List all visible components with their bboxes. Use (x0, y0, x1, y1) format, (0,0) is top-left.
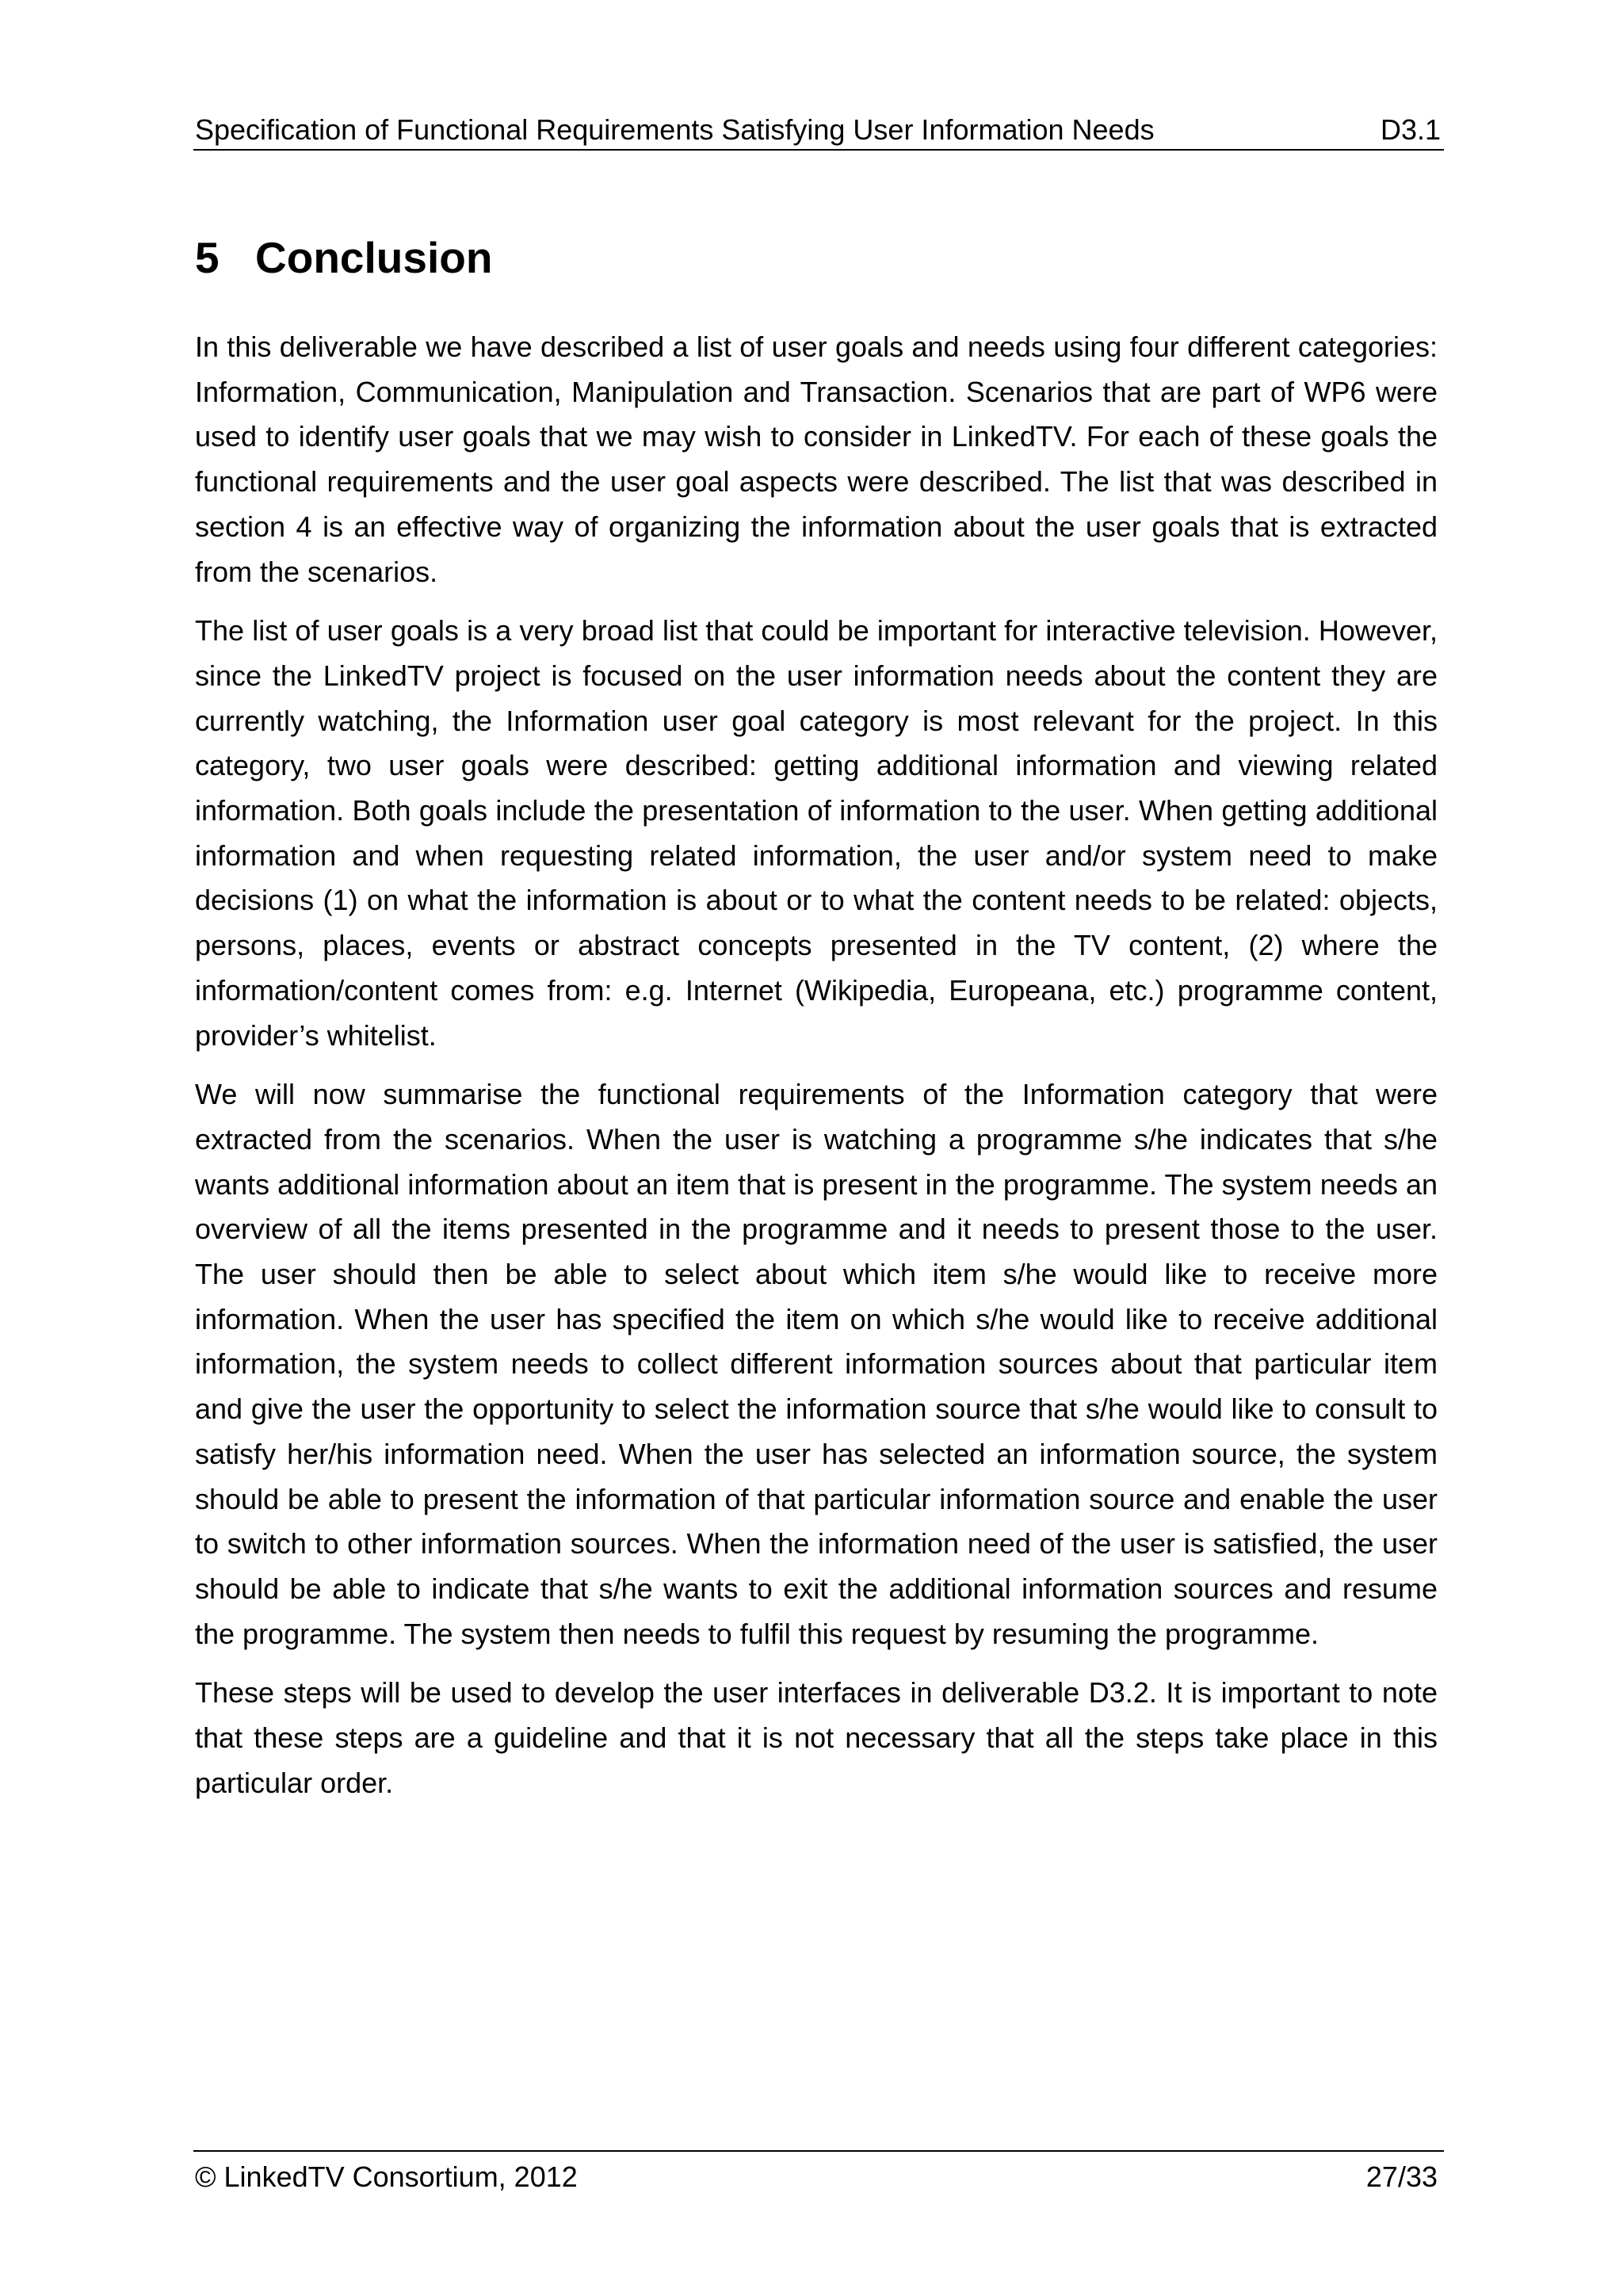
section-number: 5 (195, 233, 220, 282)
page-footer (193, 2150, 1444, 2202)
paragraph: We will now summarise the functional requirements of the Information category that were extracted from the scenarios. When the user is watching a programme s/he indicates that s/he wants additional information about an item that is present in the programme. The system needs an overview of all the items presented in the programme and it needs to present those to the user. The user should then be able to select about which item s/he would like to receive more information. When the user has specified the item on which s/he would like to receive additional information, the system needs to collect different information sources about that particular item and give the user the opportunity to select the information source that s/he would like to consult to satisfy her/his information need. When the user has selected an information source, the system should be able to present the information of that particular information source and enable the user to switch to other information sources. When the information need of the user is satisfied, the user should be able to indicate that s/he wants to exit the additional information sources and resume the programme. The system then needs to fulfil this request by resuming the programme. (195, 1078, 1438, 1650)
document-title: Specification of Functional Requirements Satisfying User Information Needs (195, 113, 1155, 146)
deliverable-id: D3.1 (1380, 113, 1441, 146)
section-title: Conclusion (255, 233, 493, 282)
paragraph: In this deliverable we have described a list of user goals and needs using four different categories: Information, Communication, Manipulation and Transaction. Scenarios that are part of WP6 were used to identify user goals that we may wish to consider in LinkedTV. For each of these goals the functional requirements and the user goal aspects were described. The list that was described in section 4 is an effective way of organizing the information about the user goals that is extracted from the scenarios. (195, 330, 1438, 588)
section-heading (195, 231, 492, 284)
paragraph: These steps will be used to develop the user interfaces in deliverable D3.2. It is important to note that these steps are a guideline and that it is not necessary that all the steps take place in this particular order. (195, 1676, 1438, 1799)
section-body (195, 325, 1438, 1820)
paragraph: The list of user goals is a very broad list that could be important for interactive television. However, since the LinkedTV project is focused on the user information needs about the content they are currently watching, the Information user goal category is most relevant for the project. In this category, two user goals were described: getting additional information and viewing related information. Both goals include the presentation of information to the user. When getting additional information and when requesting related information, the user and/or system need to make decisions (1) on what the information is about or to what the content needs to be related: objects, persons, places, events or abstract concepts presented in the TV content, (2) where the information/content comes from: e.g. Internet (Wikipedia, Europeana, etc.) programme content, provider’s whitelist. (195, 614, 1438, 1052)
page-number: 27/33 (1365, 2160, 1438, 2193)
page-header (193, 109, 1444, 151)
copyright-notice: © LinkedTV Consortium, 2012 (195, 2160, 578, 2193)
